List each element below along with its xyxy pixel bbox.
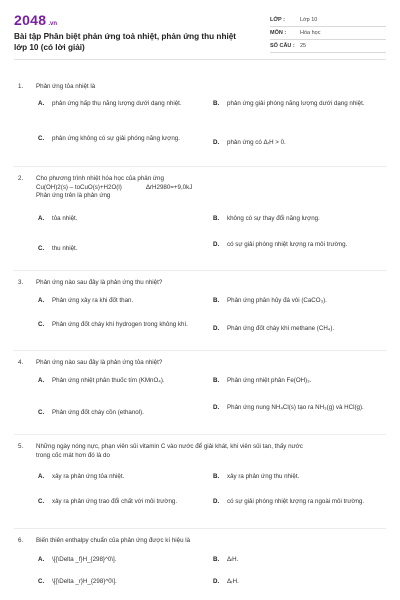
option-4c[interactable]: [38, 409, 192, 418]
option-label: A.: [38, 473, 45, 480]
brand-logo[interactable]: [14, 12, 244, 28]
question-stem: [14, 279, 386, 288]
question-text: Phản ứng trên là phản ứng: [36, 192, 111, 199]
option-6b[interactable]: [213, 556, 367, 565]
question-divider: [14, 270, 386, 271]
question-text: Cho phương trình nhiệt hóa học của phản ứng: [36, 175, 164, 182]
question-divider: [14, 434, 386, 435]
question-number: 2.: [18, 175, 24, 182]
option-3d[interactable]: [213, 325, 392, 334]
option-label: B.: [213, 377, 220, 384]
question-6: [14, 537, 386, 546]
option-text: thu nhiệt.: [52, 245, 78, 252]
option-text: Phản ứng nung NH₄Cl(s) tạo ra NH₃(g) và HCl(g).: [227, 404, 364, 411]
option-text: có sự giải phóng nhiệt lượng ra môi trường.: [227, 241, 348, 248]
option-text: \[{\Delta _f}H_{298}^0\].: [52, 556, 117, 563]
question-text: Phản ứng tỏa nhiệt là: [36, 83, 96, 90]
question-divider: [14, 166, 386, 167]
option-text: tỏa nhiệt.: [52, 215, 78, 222]
question-stem: [14, 359, 386, 368]
info-value: Hóa học: [300, 30, 321, 36]
question-number: 5.: [18, 443, 24, 450]
option-label: C.: [38, 245, 45, 252]
option-5a[interactable]: [38, 473, 192, 482]
brand-suffix: .vn: [48, 21, 58, 27]
option-label: D.: [213, 139, 220, 146]
option-2d[interactable]: [213, 241, 367, 250]
option-text: phản ứng hấp thụ năng lượng dưới dạng nhiệt.: [52, 100, 182, 107]
question-divider: [14, 528, 386, 529]
info-row-grade: [270, 14, 386, 27]
option-text: Phản ứng nhiệt phân Fe(OH)₃.: [227, 377, 312, 384]
brand-block: [14, 12, 244, 53]
header: [14, 12, 386, 53]
question-text: Biến thiên enthalpy chuẩn của phản ứng được kí hiệu là: [36, 537, 191, 544]
option-label: D.: [213, 241, 220, 248]
option-4d[interactable]: [213, 404, 387, 413]
option-2c[interactable]: [38, 245, 192, 254]
option-label: B.: [213, 100, 220, 107]
option-text: \[{\Delta _r}H_{298}^0\].: [52, 578, 117, 585]
question-text: Những ngày nóng nực, phạn viên sủi vitamin C vào nước để giải khát, khi viên sủi tan, thấy nước: [36, 443, 303, 450]
info-key: LỚP :: [270, 17, 285, 23]
option-label: B.: [213, 215, 220, 222]
option-label: C.: [38, 135, 45, 142]
question-4: [14, 359, 386, 368]
option-label: D.: [213, 578, 220, 585]
option-text: Phản ứng phân hủy đá vôi (CaCO₃).: [227, 297, 327, 304]
question-number: 1.: [18, 83, 24, 90]
info-value: 25: [300, 43, 307, 49]
question-text: Phản ứng nào sau đây là phản ứng thu nhiệt?: [36, 279, 163, 286]
option-text: Phản ứng đốt cháy khí methane (CH₄).: [227, 325, 335, 332]
option-label: A.: [38, 297, 45, 304]
option-label: D.: [213, 498, 220, 505]
question-stem: [14, 537, 386, 546]
question-divider: [14, 350, 386, 351]
option-2a[interactable]: [38, 215, 192, 224]
option-1d[interactable]: [213, 139, 367, 148]
option-text: Phản ứng xảy ra khi đốt than.: [52, 297, 134, 304]
option-4b[interactable]: [213, 377, 367, 386]
option-label: A.: [38, 215, 45, 222]
info-row-subject: [270, 27, 386, 40]
info-row-count: [270, 40, 386, 53]
option-text: Phản ứng nhiệt phân thuốc tím (KMnO₄).: [52, 377, 165, 384]
question-2: [14, 175, 386, 201]
option-label: C.: [38, 321, 45, 328]
option-text: xảy ra phản ứng tỏa nhiệt.: [52, 473, 125, 480]
question-stem: [14, 175, 386, 201]
option-6d[interactable]: [213, 578, 367, 587]
option-4a[interactable]: [38, 377, 212, 386]
question-text-block: [36, 443, 386, 460]
question-stem: [14, 443, 386, 460]
question-number: 3.: [18, 279, 24, 286]
option-text: phản ứng có ΔᵣH > 0.: [227, 139, 286, 146]
option-text: có sự giải phóng nhiệt lượng ra ngoài môi trường.: [227, 498, 365, 505]
option-label: A.: [38, 100, 45, 107]
option-text: phản ứng giải phóng năng lượng dưới dạng nhiệt.: [227, 100, 365, 107]
option-text: ΔₗH.: [227, 556, 239, 563]
option-1b[interactable]: [213, 100, 367, 109]
question-stem: [14, 83, 386, 92]
info-table: [270, 14, 386, 53]
option-text: không có sự thay đổi năng lượng.: [227, 215, 320, 222]
option-6c[interactable]: [38, 578, 192, 587]
option-text: xảy ra phản ứng trao đổi chất với môi trường.: [52, 498, 178, 505]
question-number: 4.: [18, 359, 24, 366]
question-3: [14, 279, 386, 288]
info-key: SỐ CÂU :: [270, 43, 295, 49]
option-label: B.: [213, 556, 220, 563]
option-label: C.: [38, 498, 45, 505]
question-5: [14, 443, 386, 460]
option-label: B.: [213, 473, 220, 480]
option-1a[interactable]: [38, 100, 192, 109]
option-text: ΔᵣH.: [227, 578, 239, 585]
question-number: 6.: [18, 537, 24, 544]
question-text: trong cốc mát hơn đó là do: [36, 451, 110, 459]
option-text: xảy ra phản ứng thu nhiệt.: [227, 473, 300, 480]
page-title: Bài tập Phân biệt phản ứng toả nhiệt, phản ứng thu nhiệt lớp 10 (có lời giải): [14, 32, 236, 52]
option-5b[interactable]: [213, 473, 367, 482]
info-key: MÔN :: [270, 30, 287, 36]
option-3c[interactable]: [38, 321, 192, 330]
question-1: [14, 83, 386, 92]
option-3b[interactable]: [213, 297, 367, 306]
option-text: Phản ứng đốt cháy cồn (ethanol).: [52, 409, 144, 416]
info-value: Lớp 10: [300, 17, 318, 23]
option-label: A.: [38, 556, 45, 563]
equation-text: Cu(OH)2(s) – toCuO(s)+H2O(l) ΔrH2980=+9,0kJ: [36, 183, 193, 191]
option-5c[interactable]: [38, 498, 192, 507]
option-6a[interactable]: [38, 556, 192, 565]
option-3a[interactable]: [38, 297, 192, 306]
option-2b[interactable]: [213, 215, 367, 224]
question-text: Phản ứng nào sau đây là phản ứng tỏa nhiệt?: [36, 359, 163, 366]
option-text: phản ứng không có sự giải phóng năng lượng.: [52, 135, 180, 142]
option-label: C.: [38, 578, 45, 585]
question-text-block: [36, 175, 386, 201]
option-1c[interactable]: [38, 135, 192, 144]
option-label: B.: [213, 297, 220, 304]
option-label: C.: [38, 409, 45, 416]
header-divider: [14, 59, 386, 60]
option-5d[interactable]: [213, 498, 382, 507]
option-label: D.: [213, 404, 220, 411]
option-text: Phản ứng đốt cháy khí hydrogen trong không khí.: [52, 321, 188, 328]
brand-number: 2048: [14, 12, 47, 28]
option-label: D.: [213, 325, 220, 332]
option-label: A.: [38, 377, 45, 384]
